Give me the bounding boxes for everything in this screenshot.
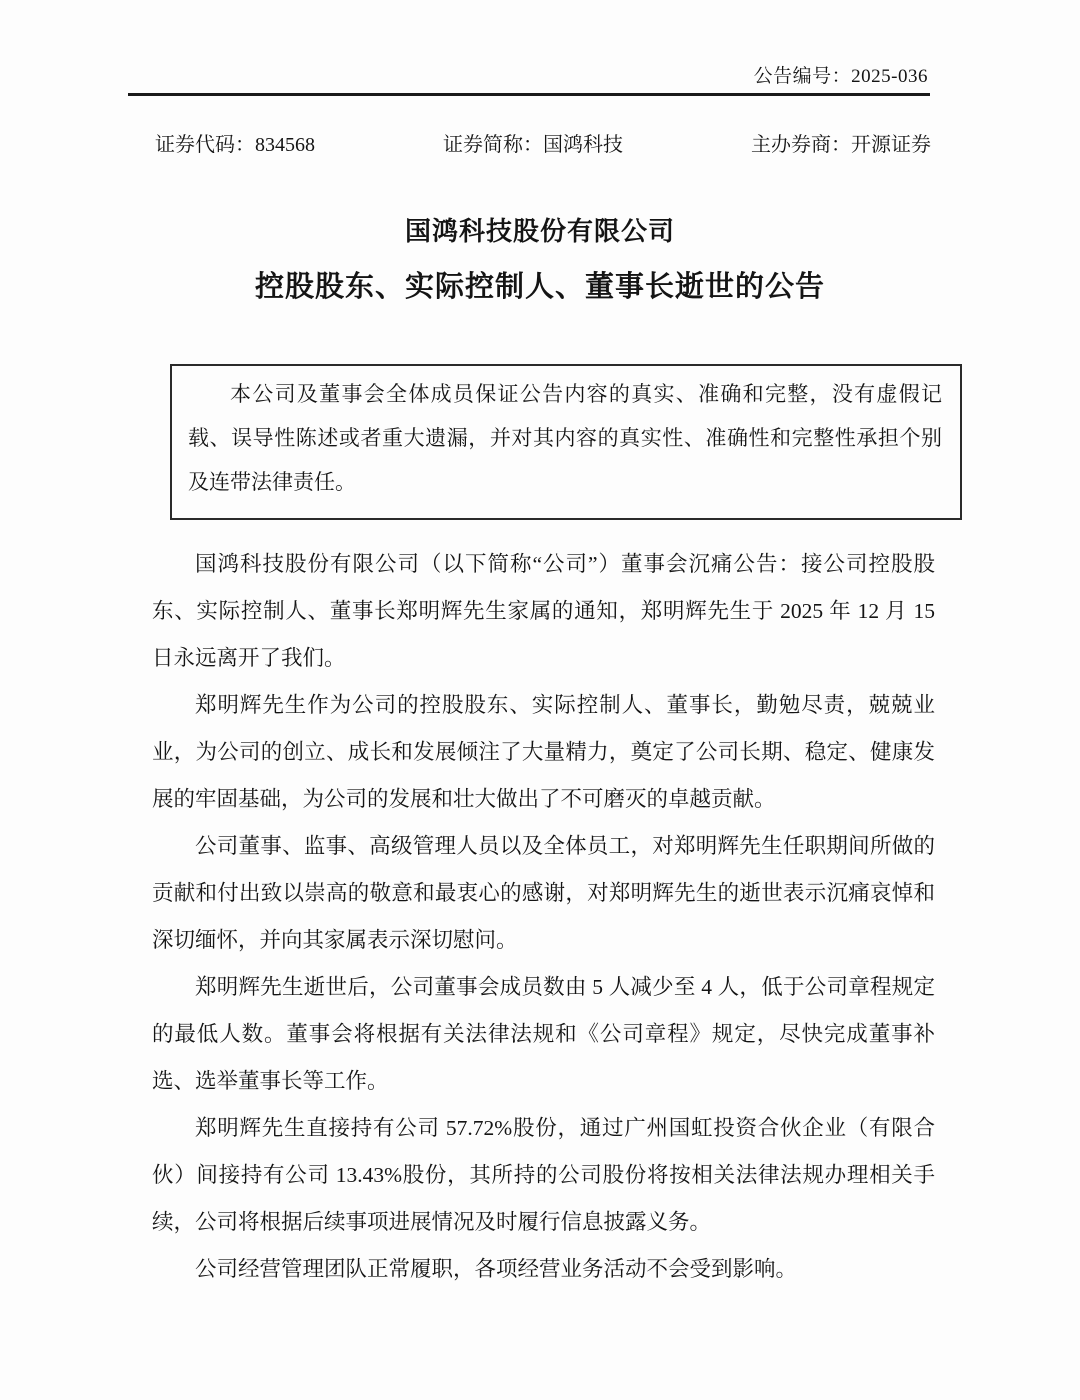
- paragraph-contributions: 郑明辉先生作为公司的控股股东、实际控制人、董事长，勤勉尽责，兢兢业业，为公司的创立、成长和发展倾注了大量精力，奠定了公司长期、稳定、健康发展的牢固基础，为公司的发展和壮大做出了不可磨灭的卓越贡献。: [152, 693, 935, 811]
- securities-header-row: [155, 128, 931, 157]
- paragraph-shareholding: 郑明辉先生直接持有公司 57.72%股份，通过广州国虹投资合伙企业（有限合伙）间接持有公司 13.43%股份，其所持的公司股份将按相关法律法规办理相关手续，公司将根据后续事项进展情况及时履行信息披露义务。: [152, 1116, 935, 1234]
- paragraph-condolences: 公司董事、监事、高级管理人员以及全体员工，对郑明辉先生任职期间所做的贡献和付出致以崇高的敬意和最衷心的感谢，对郑明辉先生的逝世表示沉痛哀悼和深切缅怀，并向其家属表示深切慰问。: [152, 834, 935, 952]
- stock-short-name: 证券简称：国鸿科技: [443, 134, 623, 156]
- paragraph-board-composition: 郑明辉先生逝世后，公司董事会成员数由 5 人减少至 4 人，低于公司章程规定的最低人数。董事会将根据有关法律法规和《公司章程》规定，尽快完成董事补选、选举董事长等工作。: [152, 975, 935, 1093]
- announcement-subject-title: 控股股东、实际控制人、董事长逝世的公告: [254, 271, 825, 303]
- stock-code: 证券代码：834568: [155, 134, 315, 156]
- announcement-body: [152, 541, 935, 1293]
- paragraph-operations: 公司经营管理团队正常履职，各项经营业务活动不会受到影响。: [195, 1257, 798, 1281]
- paragraph-death-notice: 国鸿科技股份有限公司（以下简称“公司”）董事会沉痛公告：接公司控股股东、实际控制人、董事长郑明辉先生家属的通知，郑明辉先生于 2025 年 12 月 15 日永远离开了我们。: [152, 552, 935, 670]
- announcement-number: 公告编号：2025-036: [753, 66, 928, 87]
- company-name-title: 国鸿科技股份有限公司: [404, 217, 675, 246]
- board-disclaimer-box: 本公司及董事会全体成员保证公告内容的真实、准确和完整，没有虚假记载、误导性陈述或者重大遗漏，并对其内容的真实性、准确性和完整性承担个别及连带法律责任。: [170, 364, 962, 520]
- header-divider: [128, 93, 930, 96]
- sponsor-broker: 主办券商：开源证券: [751, 134, 931, 156]
